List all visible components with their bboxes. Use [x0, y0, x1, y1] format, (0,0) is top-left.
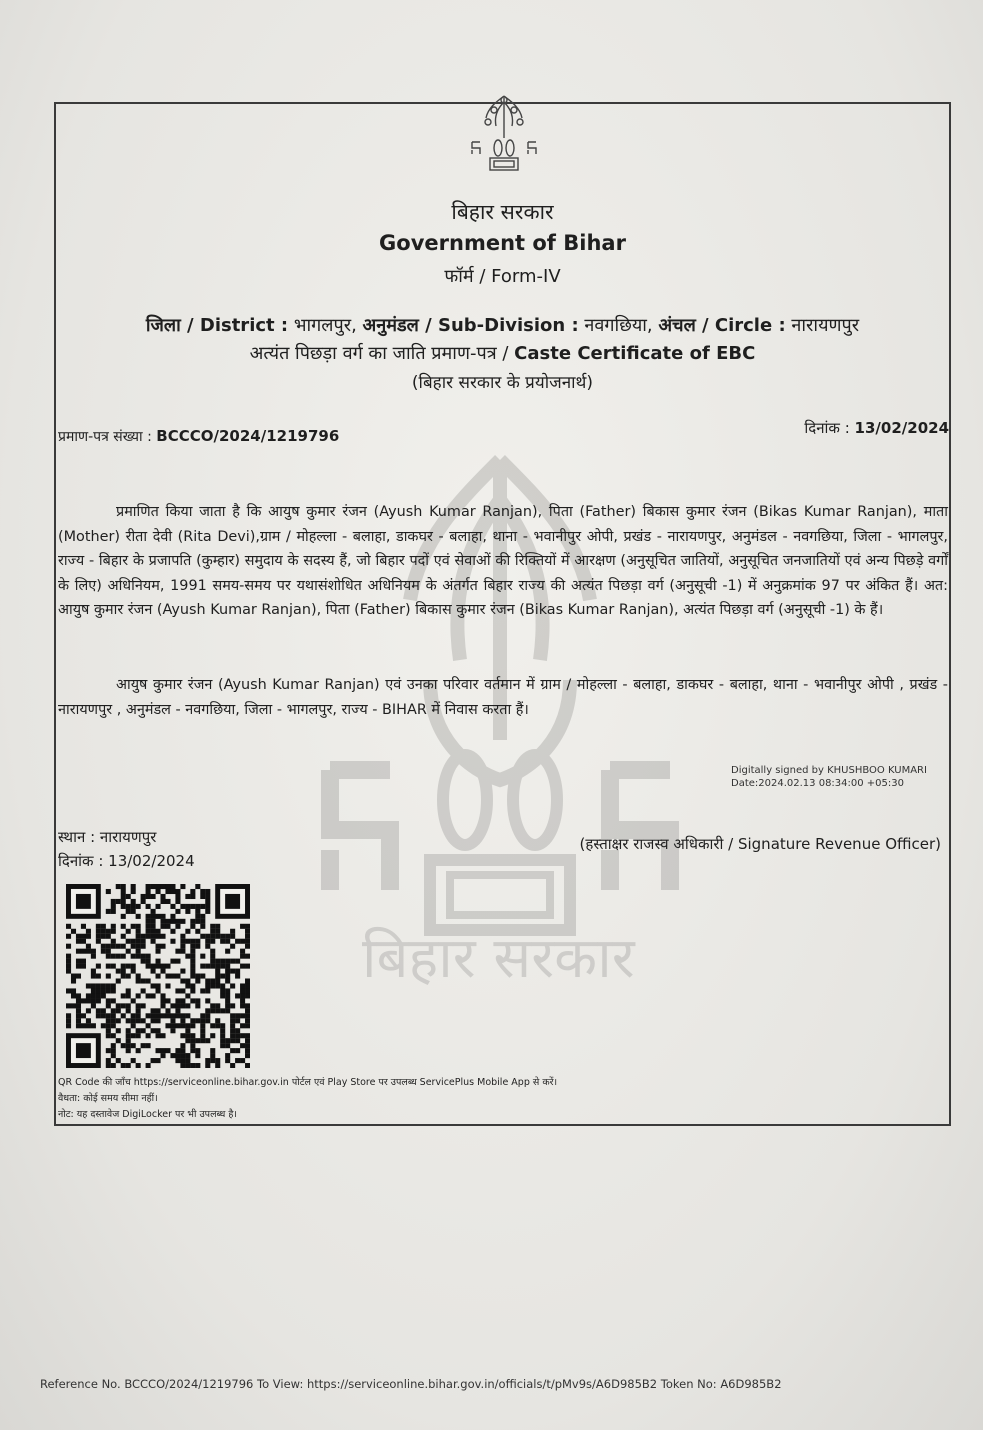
date-value: 13/02/2024 [854, 419, 949, 437]
qr-verification-note: QR Code की जाँच https://serviceonline.bihar.gov.in पोर्टल एवं Play Store पर उपलब्ध ServicePlus Mobile App से करें। [58, 1077, 558, 1088]
validity-note: वैधता: कोई समय सीमा नहीं। [58, 1093, 158, 1104]
bihar-emblem-logo [466, 92, 542, 172]
place-line: स्थान : नारायणपुर [58, 828, 157, 846]
subdivision-value: नवगछिया, [584, 315, 653, 336]
title-english: Government of Bihar [379, 231, 626, 255]
digilocker-note: नोट: यह दस्तावेज DigiLocker पर भी उपलब्ध है। [58, 1109, 237, 1120]
digital-signature-name: Digitally signed by KHUSHBOO KUMARI [731, 765, 927, 776]
digital-signature-date: Date:2024.02.13 08:34:00 +05:30 [731, 778, 904, 789]
cert-no-label: प्रमाण-पत्र संख्या : [58, 429, 152, 445]
caste-english: Caste Certificate of EBC [514, 343, 756, 364]
circle-label: अंचल / Circle : [658, 315, 786, 336]
subdivision-label: अनुमंडल / Sub-Division : [362, 315, 579, 336]
certificate-body-paragraph-1: प्रमाणित किया जाता है कि आयुष कुमार रंजन (Ayush Kumar Ranjan), पिता (Father) बिकास कुमार रंजन (Bikas Kumar Ranjan), माता (Mother) रीता देवी (Rita Devi),ग्राम / मोहल्ला - बलाहा, डाकघर - बलाहा, थाना - भवानीपुर ओपी, प्रखंड - नारायणपुर, अनुमंडल - नवगछिया, जिला - भागलपुर, राज्य - बिहार के प्रजापति (कुम्हार) समुदाय के सदस्य हैं, जो बिहार पदों एवं सेवाओं की रिक्तियों में आरक्षण (अनुसूचित जातियों, अनुसूचित जनजातियों एवं अन्य पिछड़े वर्गों के लिए) अधिनियम, 1991 समय-समय पर यथासंशोधित अधिनियम के अंतर्गत बिहार राज्य की अत्यंत पिछड़ा वर्ग (अनुसूची -1) में अनुक्रमांक 97 पर अंकित हैं। अत: आयुष कुमार रंजन (Ayush Kumar Ranjan), पिता (Father) बिकास कुमार रंजन (Bikas Kumar Ranjan), अत्यंत पिछड़ा वर्ग (अनुसूची -1) के हैं। [58, 504, 948, 619]
purpose-line: (बिहार सरकार के प्रयोजनार्थ) [411, 373, 594, 393]
place-date-line: दिनांक : 13/02/2024 [58, 852, 195, 870]
district-value: भागलपुर, [293, 315, 357, 336]
digital-signature [731, 764, 927, 790]
cert-no-value: BCCCO/2024/1219796 [156, 427, 340, 445]
form-number: फॉर्म / Form-IV [444, 266, 561, 287]
caste-hindi: अत्यंत पिछड़ा वर्ग का जाति प्रमाण-पत्र / [249, 343, 509, 364]
reference-line: Reference No. BCCCO/2024/1219796 To View: https://serviceonline.bihar.gov.in/officials/t/pMv9s/A6D985B2 Token No: A6D985B2 [40, 1377, 782, 1391]
issue-date [804, 418, 949, 438]
jurisdiction-line [54, 313, 951, 337]
date-label: दिनांक : [804, 419, 850, 437]
place-date-block [58, 825, 195, 873]
qr-code [66, 884, 250, 1068]
circle-value: नारायणपुर [791, 315, 860, 336]
certificate-number [58, 427, 339, 446]
certificate-body-paragraph-2: आयुष कुमार रंजन (Ayush Kumar Ranjan) एवं उनका परिवार वर्तमान में ग्राम / मोहल्ला - बलाहा, डाकघर - बलाहा, थाना - भवानीपुर ओपी , प्रखंड - नारायणपुर , अनुमंडल - नवगछिया, जिला - भागलपुर, राज्य - BIHAR में निवास करता हैं। [58, 677, 948, 718]
footnotes [58, 1075, 557, 1123]
certificate-type [54, 341, 951, 365]
district-label: जिला / District : [145, 315, 289, 336]
signature-officer: (हस्ताक्षर राजस्व अधिकारी / Signature Revenue Officer) [579, 835, 941, 853]
watermark-text: बिहार सरकार [362, 926, 635, 991]
title-hindi: बिहार सरकार [451, 200, 554, 224]
